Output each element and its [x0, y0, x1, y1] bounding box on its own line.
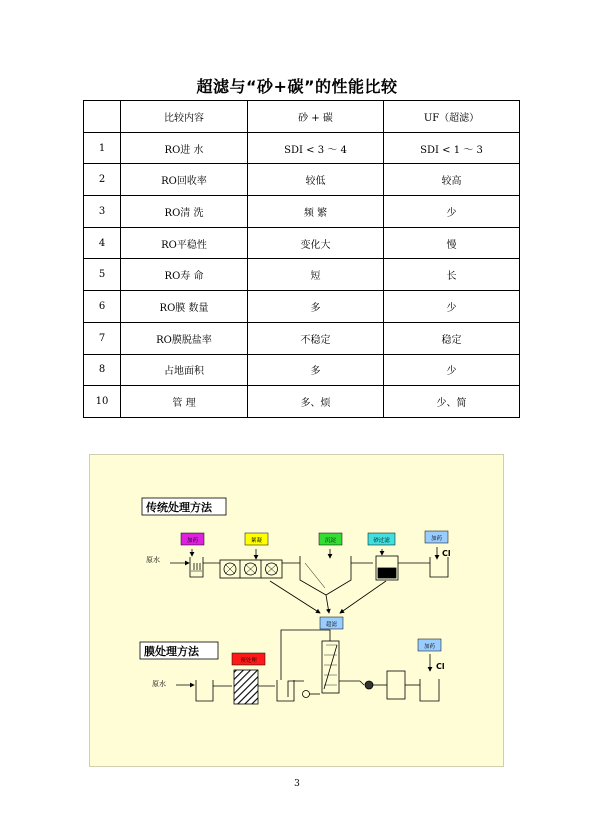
svg-text:加药: 加药 [430, 536, 443, 542]
traditional-cl-label: Cl [442, 549, 451, 558]
table-cell: 4 [84, 227, 121, 259]
table-cell: SDI < 1 ～ 3 [384, 132, 520, 164]
table-row [84, 132, 520, 164]
table-cell: 10 [84, 386, 121, 418]
table-cell: 变化大 [248, 227, 384, 259]
table-row [84, 196, 520, 228]
table-header-row [84, 101, 520, 133]
table-cell: RO平稳性 [121, 227, 248, 259]
traditional-flow [170, 547, 448, 613]
table-cell: 长 [384, 259, 520, 291]
svg-text:砂过滤: 砂过滤 [373, 538, 390, 544]
traditional-heading [142, 498, 226, 515]
table-header-cell [84, 101, 121, 133]
table-cell: 管 理 [121, 386, 248, 418]
svg-text:膜处理方法: 膜处理方法 [144, 645, 199, 658]
table-cell: 2 [84, 164, 121, 196]
tag-sedimentation [319, 533, 342, 545]
table-cell: 多 [248, 291, 384, 323]
table-cell: 少 [384, 354, 520, 386]
membrane-source-label: 原水 [152, 680, 166, 688]
table-cell: 少 [384, 196, 520, 228]
table-cell: 8 [84, 354, 121, 386]
tag-pretreatment [232, 653, 265, 665]
membrane-heading [140, 642, 218, 659]
table-cell: 多 [248, 354, 384, 386]
tag-sand-filter [368, 533, 395, 545]
table-cell: 较高 [384, 164, 520, 196]
comparison-table [83, 100, 520, 418]
table-header-cell: UF（超滤） [384, 101, 520, 133]
table-cell: 短 [248, 259, 384, 291]
svg-text:超滤: 超滤 [325, 622, 338, 628]
table-cell: 少 [384, 291, 520, 323]
table-cell: RO进 水 [121, 132, 248, 164]
table-row [84, 291, 520, 323]
table-row [84, 227, 520, 259]
table-cell: RO膜 数量 [121, 291, 248, 323]
svg-text:絮凝: 絮凝 [250, 538, 263, 544]
svg-text:沉淀: 沉淀 [324, 538, 337, 544]
table-cell: 较低 [248, 164, 384, 196]
page-number: 3 [294, 779, 300, 789]
table-cell: 占地面积 [121, 354, 248, 386]
table-cell: 7 [84, 322, 121, 354]
table-row [84, 259, 520, 291]
table-cell: 频 繁 [248, 196, 384, 228]
tag-dosing-2 [425, 531, 448, 543]
membrane-cl-label: Cl [436, 662, 445, 671]
table-cell: 慢 [384, 227, 520, 259]
svg-text:预处理: 预处理 [240, 658, 257, 664]
table-row [84, 354, 520, 386]
table-cell: 不稳定 [248, 322, 384, 354]
table-header-cell: 砂 + 碳 [248, 101, 384, 133]
process-diagram [89, 454, 504, 767]
table-cell: RO回收率 [121, 164, 248, 196]
page-title: 超滤与“砂+碳”的性能比较 [196, 77, 398, 96]
table-row [84, 164, 520, 196]
svg-text:传统处理方法: 传统处理方法 [146, 501, 212, 514]
table-cell: 1 [84, 132, 121, 164]
tag-dosing-3 [418, 639, 441, 651]
table-cell: 稳定 [384, 322, 520, 354]
svg-text:加药: 加药 [186, 538, 199, 544]
table-cell: RO寿 命 [121, 259, 248, 291]
membrane-flow [176, 630, 439, 704]
table-header-cell: 比较内容 [121, 101, 248, 133]
tag-flocculation [245, 533, 268, 545]
table-cell: SDI < 3 ～ 4 [248, 132, 384, 164]
svg-text:加药: 加药 [423, 644, 436, 650]
tag-dosing-1 [181, 533, 204, 545]
table-cell: 多、烦 [248, 386, 384, 418]
table-cell: RO膜脱盐率 [121, 322, 248, 354]
process-diagram-svg [90, 455, 505, 768]
table-row [84, 386, 520, 418]
table-cell: RO清 洗 [121, 196, 248, 228]
tag-ultrafiltration [320, 617, 343, 629]
table-cell: 5 [84, 259, 121, 291]
table-cell: 3 [84, 196, 121, 228]
table-row [84, 322, 520, 354]
table-cell: 6 [84, 291, 121, 323]
table-cell: 少、简 [384, 386, 520, 418]
traditional-source-label: 原水 [146, 556, 160, 564]
